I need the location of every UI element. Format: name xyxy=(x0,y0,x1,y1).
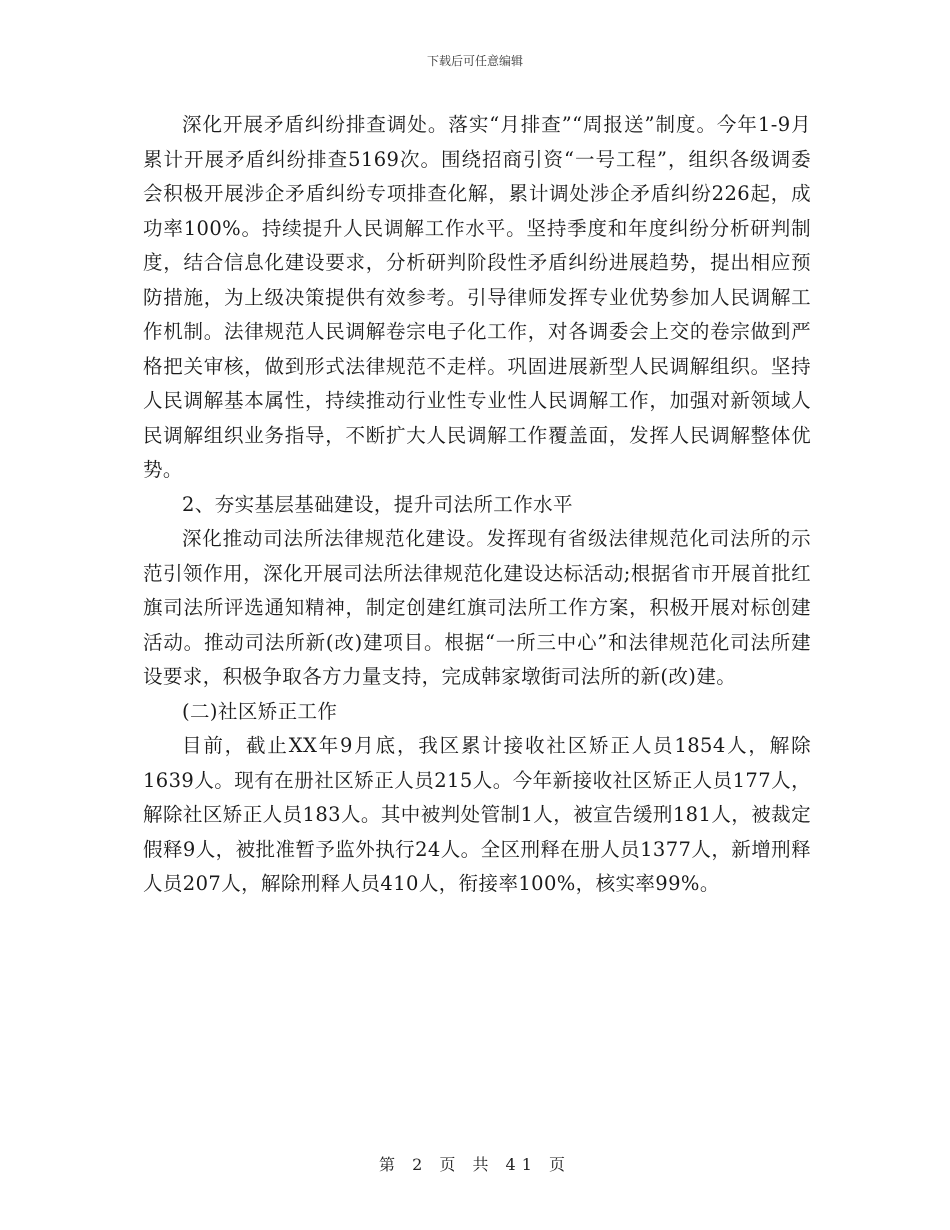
document-body xyxy=(143,108,811,902)
paragraph-justice-office: 深化推动司法所法律规范化建设。发挥现有省级法律规范化司法所的示范引领作用，深化开展司法所法律规范化建设达标活动;根据省市开展首批红旗司法所评选通知精神，制定创建红旗司法所工作方案，积极开展对标创建活动。推动司法所新(改)建项目。根据“一所三中心”和法律规范化司法所建设要求，积极争取各方力量支持，完成韩家墩街司法所的新(改)建。 xyxy=(143,527,811,688)
section-heading-justice-office: 2、夯实基层基础建设，提升司法所工作水平 xyxy=(182,492,573,516)
paragraph-community-correction: 目前，截止XX年9月底，我区累计接收社区矫正人员1854人，解除1639人。现有在册社区矫正人员215人。今年新接收社区矫正人员177人，解除社区矫正人员183人。其中被判处管制1人，被宣告缓刑181人，被裁定假释9人，被批准暂予监外执行24人。全区刑释在册人员1377人，新增刑释人员207人，解除刑释人员410人，衔接率100%，核实率99%。 xyxy=(143,734,811,895)
page-header: 下载后可任意编辑 xyxy=(426,54,523,68)
page-footer: 第 2 页 共 41 页 xyxy=(379,1155,571,1174)
paragraph-mediation: 深化开展矛盾纠纷排查调处。落实“月排查”“周报送”制度。今年1-9月累计开展矛盾纠纷排查5169次。围绕招商引资“一号工程”，组织各级调委会积极开展涉企矛盾纠纷专项排查化解，累计调处涉企矛盾纠纷226起，成功率100%。持续提升人民调解工作水平。坚持季度和年度纠纷分析研判制度，结合信息化建设要求，分析研判阶段性矛盾纠纷进展趋势，提出相应预防措施，为上级决策提供有效参考。引导律师发挥专业优势参加人民调解工作机制。法律规范人民调解卷宗电子化工作，对各调委会上交的卷宗做到严格把关审核，做到形式法律规范不走样。巩固进展新型人民调解组织。坚持人民调解基本属性，持续推动行业性专业性人民调解工作，加强对新领域人民调解组织业务指导，不断扩大人民调解工作覆盖面，发挥人民调解整体优势。 xyxy=(143,113,811,481)
section-heading-community-correction: (二)社区矫正工作 xyxy=(182,699,338,723)
